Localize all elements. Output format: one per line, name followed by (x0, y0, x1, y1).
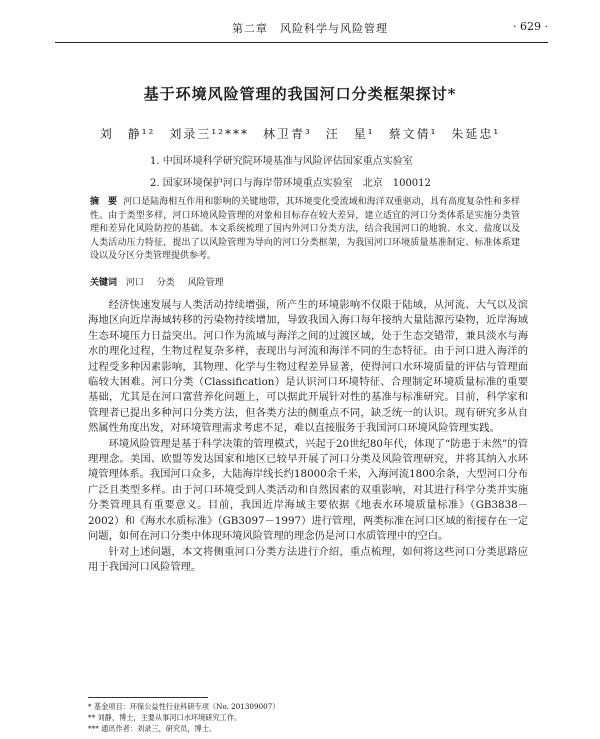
keyword-item: 河口 (125, 278, 144, 288)
header-page-number: · 629 · (513, 20, 548, 33)
keyword-item: 风险管理 (187, 278, 224, 288)
affiliation-2: 2. 国家环境保护河口与海岸带环境重点实验室 北京 100012 (150, 178, 431, 189)
running-header (0, 0, 600, 56)
author-list: 刘 静¹² 刘录三¹²*** 林卫青³ 汪 星¹ 蔡文倩¹ 朱延忠¹ (99, 127, 501, 141)
header-rule (55, 42, 548, 43)
keywords-label: 关键词 (90, 278, 118, 288)
header-chapter-title: 第二章 风险科学与风险管理 (232, 22, 388, 35)
abstract (90, 196, 520, 264)
footnote-funding: * 基金项目：环保公益性行业科研专项（No. 201309007） (88, 702, 280, 711)
affiliation-1: 1. 中国环境科学研究院环境基准与风险评估国家重点实验室 (150, 156, 413, 167)
keywords (90, 275, 234, 288)
keyword-item: 分类 (156, 278, 175, 288)
footnote-first-author: ** 刘静，博士，主要从事河口水环境研究工作。 (88, 713, 242, 722)
body-paragraph: 环境风险管理是基于科学决策的管理模式，兴起于20世纪80年代，体现了“防患于未然”的管理理念。美国、欧盟等发达国家和地区已较早开展了河口分类及风险管理研究，并将其纳入水环境管理体系。我国河口众多，大陆海岸线长约18000余千米，入海河流1800余条，大型河口分布广泛且类型多样。由于河口环境受到人类活动和自然因素的双重影响，对其进行科学分类并实施分类管理具有重要意义。目前，我国近岸海域主要依据《地表水环境质量标准》（GB3838－2002）和《海水水质标准》（GB3097－1997）进行管理，两类标准在河口区域的衔接存在一定问题，如何在河口分类中体现环境风险管理的理念仍是河口水质管理中的空白。 (88, 437, 528, 543)
paper-title: 基于环境风险管理的我国河口分类框架探讨* (143, 85, 457, 103)
footnote-corresponding-author: *** 通讯作者：刘录三，研究员，博士。 (88, 724, 217, 733)
body-text (88, 298, 528, 575)
body-paragraph: 针对上述问题，本文将侧重河口分类方法进行介绍，重点梳理，如何将这些河口分类思路应用于我国河口风险管理。 (88, 545, 528, 573)
footnote-rule (88, 697, 208, 698)
abstract-label: 摘 要 (90, 197, 118, 207)
body-paragraph: 经济快速发展与人类活动持续增强，所产生的环境影响不仅限于陆域，从河流、大气以及滨海地区向近岸海域转移的污染物持续增加，导致我国入海口每年接纳大量陆源污染物，近岸海域生态环境压力日益突出。河口作为流域与海洋之间的过渡区域，处于生态交错带，兼具淡水与海水的理化过程，生物过程复杂多样，表现出与河流和海洋不同的生态特征。由于河口进入海洋的过程受多种因素影响，其物理、化学与生物过程差异显著，使得河口水环境质量的评估与管理面临较大困难。河口分类（Classification）是认识河口环境特征、合理制定环境质量标准的重要基础，尤其是在河口富营养化问题上，可以据此开展针对性的基准与标准研究。目前，科学家和管理者已提出多种河口分类方法，但各类方法的侧重点不同，缺乏统一的认识。现有研究多从自然属性角度出发，对环境管理需求考虑不足，难以直接服务于我国河口环境风险管理实践。 (88, 299, 528, 435)
footnotes (88, 701, 279, 734)
abstract-text: 河口是陆海相互作用和影响的关键地带，其环境变化受流域和海洋双重驱动，具有高度复杂性和多样性。由于类型多样，河口环境风险管理的对象和目标存在较大差异，建立适宜的河口分类体系是实施分类管理和差异化风险防控的基础。本文系统梳理了国内外河口分类方法，结合我国河口的地貌、水文、盐度以及人类活动压力特征，提出了以风险管理为导向的河口分类框架，为我国河口环境质量基准制定、标准体系建设以及分区分类管理提供参考。 (90, 197, 520, 261)
